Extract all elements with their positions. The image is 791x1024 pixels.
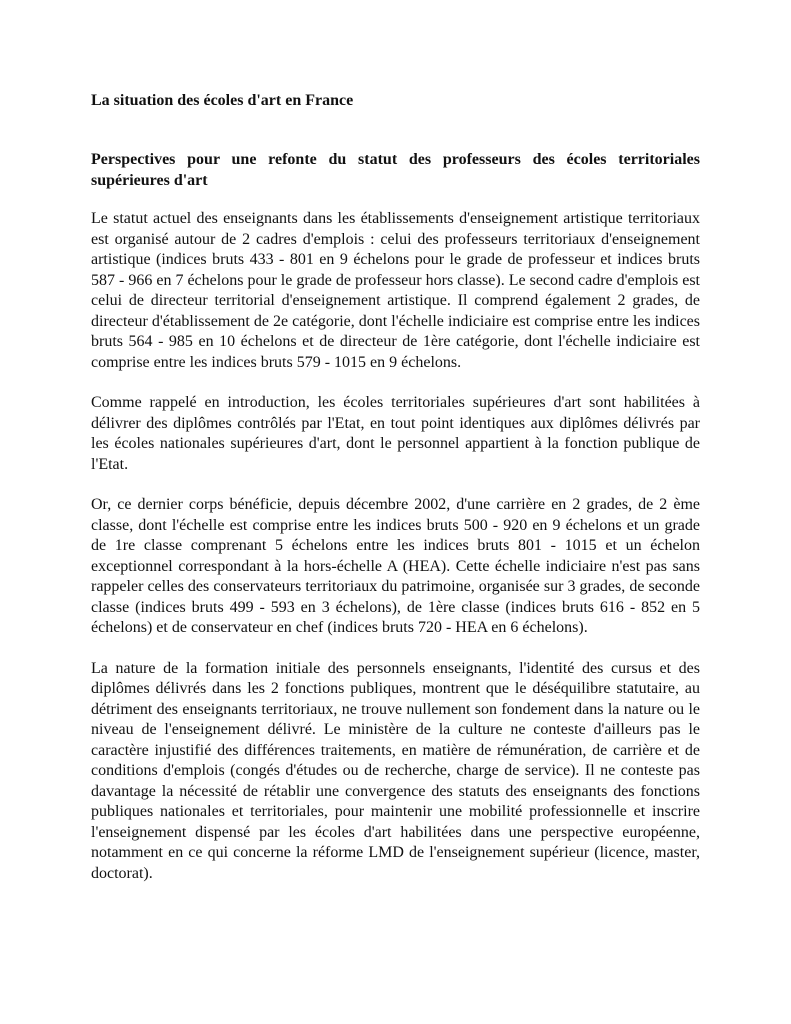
paragraph-desequilibre: La nature de la formation initiale des personnels enseignants, l'identité des cursus et des diplômes délivrés dans les 2 fonctions publiques, montrent que le déséquilibre statutaire, au détriment des enseignants territoriaux, ne trouve nullement son fondement dans la nature ou le niveau de l'enseignement délivré. Le ministère de la culture ne conteste d'ailleurs pas le caractère injustifié des différences traitements, en matière de rémunération, de carrière et de conditions d'emplois (congés d'études ou de recherche, charge de service). Il ne conteste pas davantage la nécessité de rétablir une convergence des statuts des enseignants des fonctions publiques nationales et territoriales, pour maintenir une mobilité professionnelle et inscrire l'enseignement dispensé par les écoles d'art habilitées dans une perspective européenne, notamment en ce qui concerne la réforme LMD de l'enseignement supérieur (licence, master, doctorat).: [91, 659, 700, 882]
paragraph-carriere-etat: Or, ce dernier corps bénéficie, depuis décembre 2002, d'une carrière en 2 grades, de 2 ème classe, dont l'échelle est comprise entre les indices bruts 500 - 920 en 9 échelons et un grade de 1re classe comprenant 5 échelons entre les indices bruts 801 - 1015 et un échelon exceptionnel correspondant à la hors-échelle A (HEA). Cette échelle indiciaire n'est pas sans rappeler celles des conservateurs territoriaux du patrimoine, organisée sur 3 grades, de seconde classe (indices bruts 499 - 593 en 3 échelons), de 1ère classe (indices bruts 616 - 852 en 5 échelons) et de conservateur en chef (indices bruts 720 - HEA en 6 échelons).: [91, 496, 700, 636]
paragraph-diplomes: Comme rappelé en introduction, les écoles territoriales supérieures d'art sont habilitées à délivrer des diplômes contrôlés par l'Etat, en tout point identiques aux diplômes délivrés par les écoles nationales supérieures d'art, dont le personnel appartient à la fonction publique de l'Etat.: [91, 394, 700, 473]
paragraph-statut-actuel: Le statut actuel des enseignants dans les établissements d'enseignement artistique territoriaux est organisé autour de 2 cadres d'emplois : celui des professeurs territoriaux d'enseignement artistique (indices bruts 433 - 801 en 9 échelons pour le grade de professeur et indices bruts 587 - 966 en 7 échelons pour le grade de professeur hors classe). Le second cadre d'emplois est celui de directeur territorial d'enseignement artistique. Il comprend également 2 grades, de directeur d'établissement de 2e catégorie, dont l'échelle indiciaire est comprise entre les indices bruts 564 - 985 en 10 échelons et de directeur de 1ère catégorie, dont l'échelle indiciaire est comprise entre les indices bruts 579 - 1015 en 9 échelons.: [91, 210, 700, 371]
document-page: [91, 90, 700, 904]
section-title: Perspectives pour une refonte du statut des professeurs des écoles territoriales supérieures d'art: [91, 151, 700, 189]
document-title: La situation des écoles d'art en France: [91, 92, 354, 109]
